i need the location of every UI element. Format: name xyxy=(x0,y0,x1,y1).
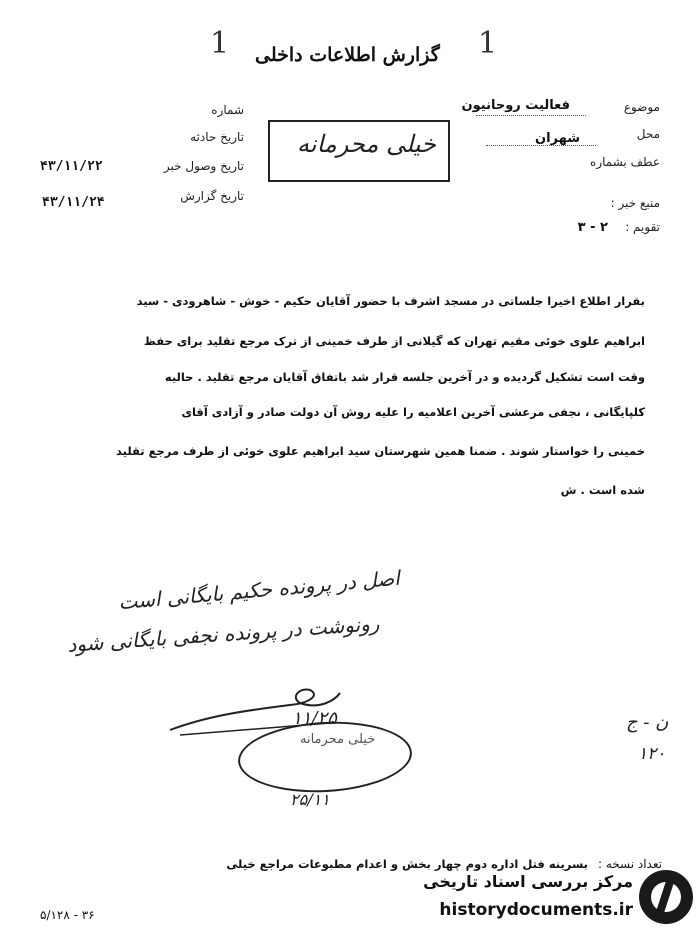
subject-value: فعالیت روحانیون xyxy=(461,98,570,113)
body-line: کلپایگانی ، نجفی مرعشی آخرین اعلامیه را علیه روش آن دولت صادر و آزادی آقای xyxy=(181,405,645,419)
evaluation-value: ۳ - ۲ xyxy=(577,220,608,235)
corner-mark-right: 1 xyxy=(478,26,498,61)
place-value: شهران xyxy=(534,131,580,146)
watermark xyxy=(412,864,697,932)
body-line: بقرار اطلاع اخیرا جلساتی در مسجد اشرف با حضور آقایان حکیم - خوش - شاهرودی - سید xyxy=(136,294,645,308)
source-label: منبع خبر : xyxy=(610,196,660,210)
corner-mark-left: 1 xyxy=(210,26,230,61)
handwritten-note-1: اصل در پرونده حکیم بایگانی است xyxy=(117,565,401,615)
copies-text: بسرینه فتل اداره دوم چهار بخش و اعدام مطبوعات مراجع خیلی xyxy=(226,857,588,871)
subject-label: موضوع xyxy=(623,100,660,114)
watermark-title: مرکز بررسی اسناد تاریخی xyxy=(423,872,633,891)
copies-label: تعداد نسخه : xyxy=(597,857,662,871)
report-date-label: تاریخ گزارش xyxy=(180,189,244,203)
body-line: وقت است تشکیل گردیده و در آخرین جلسه قرار شد باتفاق آقایان مرجع تقلید . حالیه xyxy=(164,370,645,384)
receipt-date-value: ۴۳/۱۱/۲۲ xyxy=(40,159,103,174)
reference-label: عطف بشماره xyxy=(590,155,660,169)
oval-stamp-text: خیلی محرمانه xyxy=(300,732,376,747)
classification-stamp xyxy=(268,120,450,182)
evaluation-label: تقویم : xyxy=(625,220,660,234)
number-label: شماره xyxy=(211,103,244,117)
archive-logo-icon xyxy=(639,870,693,924)
body-line: خمینی را خواستار شوند . ضمنا همین شهرستان سید ابراهیم علوی خوئی از طرف مرجع تقلید xyxy=(115,444,645,458)
place-underline xyxy=(486,145,596,146)
classification-stamp-text: خیلی محرمانه xyxy=(297,130,436,158)
body-line: شده است . ش xyxy=(560,483,645,497)
handwritten-date-1: ۱۱/۲۵ xyxy=(292,708,337,729)
watermark-url: historydocuments.ir xyxy=(439,900,633,920)
handwritten-note-2: رونوشت در پرونده نجفی بایگانی شود xyxy=(66,611,381,657)
incident-date-label: تاریخ حادثه xyxy=(190,130,244,144)
document-title: گزارش اطلاعات داخلی xyxy=(255,44,440,66)
side-number: ۱۲۰ xyxy=(638,744,666,764)
report-date-value: ۴۳/۱۱/۲۴ xyxy=(42,195,105,210)
handwritten-date-2: ۲۵/۱۱ xyxy=(290,790,330,809)
receipt-date-label: تاریخ وصول خبر xyxy=(163,159,244,173)
document-code: ۵/۱۲۸ - ۳۶ xyxy=(40,908,95,922)
side-code: ن - ج xyxy=(626,712,669,733)
body-line: ابراهیم علوی خوئی مقیم تهران که گیلانی از طرف خمینی از ترک مرجع تقلید برای حفظ xyxy=(143,334,645,348)
subject-underline xyxy=(476,115,586,116)
place-label: محل xyxy=(636,127,660,141)
